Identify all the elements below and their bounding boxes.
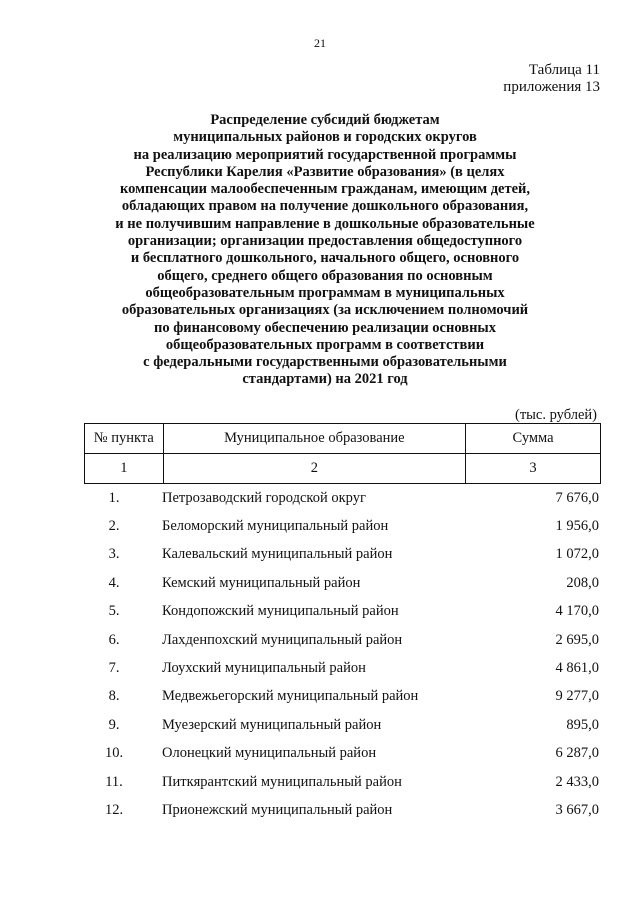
row-number: 10. xyxy=(104,745,124,762)
title-line: образовательных организациях (за исключением полномочий xyxy=(121,302,529,319)
row-municipality: Лоухский муниципальный район xyxy=(162,660,366,677)
header-sum: Сумма xyxy=(466,424,601,454)
row-sum: 2 433,0 xyxy=(555,773,599,790)
title-line: Распределение субсидий бюджетам xyxy=(210,112,440,128)
column-number: 1 xyxy=(85,454,164,484)
row-number: 2. xyxy=(108,518,120,535)
title-line: и не получившим направление в дошкольные образовательные xyxy=(115,215,535,232)
title-line: по финансовому обеспечению реализации основных xyxy=(154,319,496,336)
page-number: 21 xyxy=(314,36,326,50)
row-municipality: Беломорский муниципальный район xyxy=(162,518,389,535)
table-row xyxy=(84,598,601,626)
title-line: и бесплатного дошкольного, начального общего, основного xyxy=(130,250,520,267)
table-row xyxy=(84,654,601,682)
column-number: 3 xyxy=(466,454,601,484)
title-line: общеобразовательных программ в соответствии xyxy=(165,336,485,353)
table-row xyxy=(84,683,601,711)
row-sum: 3 667,0 xyxy=(555,801,599,818)
row-number: 4. xyxy=(108,574,120,591)
row-municipality: Кемский муниципальный район xyxy=(162,574,361,591)
title-line: стандартами) на 2021 год xyxy=(242,371,408,388)
row-municipality: Медвежьегорский муниципальный район xyxy=(162,688,419,705)
row-sum: 1 072,0 xyxy=(555,546,599,563)
column-number-row xyxy=(85,454,601,484)
row-municipality: Калевальский муниципальный район xyxy=(162,546,393,563)
row-sum: 2 695,0 xyxy=(555,631,599,648)
row-number: 5. xyxy=(108,603,120,620)
header-municipality: Муниципальное образование xyxy=(163,424,465,454)
table-body xyxy=(84,484,601,825)
table-label: Таблица 11 xyxy=(528,62,600,78)
table-reference xyxy=(503,62,600,96)
row-municipality: Кондопожский муниципальный район xyxy=(162,603,399,620)
title-line: с федеральными государственными образовательными xyxy=(143,354,507,371)
row-number: 8. xyxy=(108,688,120,705)
header-number: № пункта xyxy=(85,424,164,454)
title-line: Республики Карелия «Развитие образования» (в целях xyxy=(145,163,505,180)
row-sum: 1 956,0 xyxy=(555,518,599,535)
title-line: компенсации малообеспеченным гражданам, имеющим детей, xyxy=(119,181,531,198)
row-sum: 6 287,0 xyxy=(555,745,599,762)
row-number: 11. xyxy=(105,773,123,790)
row-sum: 7 676,0 xyxy=(555,489,599,506)
row-sum: 4 861,0 xyxy=(555,660,599,677)
table-row xyxy=(84,768,601,796)
row-municipality: Питкярантский муниципальный район xyxy=(162,773,402,790)
row-number: 9. xyxy=(108,716,120,733)
table-row xyxy=(84,569,601,597)
column-number: 2 xyxy=(163,454,465,484)
row-municipality: Муезерский муниципальный район xyxy=(162,716,382,733)
title-line: организации; организации предоставления общедоступного xyxy=(127,233,523,250)
table-row xyxy=(84,711,601,739)
title-line: общего, среднего общего образования по основным xyxy=(157,267,493,284)
title-line: общеобразовательным программам в муниципальных xyxy=(145,284,505,301)
table-row xyxy=(84,740,601,768)
header-row xyxy=(85,424,601,454)
row-municipality: Прионежский муниципальный район xyxy=(162,801,393,818)
document-title xyxy=(95,112,555,389)
table-row xyxy=(84,512,601,540)
row-municipality: Лахденпохский муниципальный район xyxy=(162,631,403,648)
row-number: 3. xyxy=(108,546,120,563)
table-header xyxy=(84,423,601,484)
table-row xyxy=(84,626,601,654)
title-line: муниципальных районов и городских округов xyxy=(173,129,477,146)
units-note: (тыс. рублей) xyxy=(515,407,597,423)
row-number: 12. xyxy=(104,801,124,818)
row-sum: 208,0 xyxy=(566,574,599,591)
row-number: 6. xyxy=(108,631,120,648)
title-line: на реализацию мероприятий государственной программы xyxy=(133,146,517,163)
row-number: 1. xyxy=(108,489,120,506)
row-number: 7. xyxy=(108,660,120,677)
row-sum: 895,0 xyxy=(566,716,599,733)
table-row xyxy=(84,484,601,512)
table-row xyxy=(84,541,601,569)
table-row xyxy=(84,796,601,824)
row-sum: 4 170,0 xyxy=(555,603,599,620)
appendix-label: приложения 13 xyxy=(503,79,600,95)
row-sum: 9 277,0 xyxy=(555,688,599,705)
row-municipality: Петрозаводский городской округ xyxy=(162,489,366,506)
row-municipality: Олонецкий муниципальный район xyxy=(162,745,377,762)
title-line: обладающих правом на получение дошкольного образования, xyxy=(121,198,529,215)
